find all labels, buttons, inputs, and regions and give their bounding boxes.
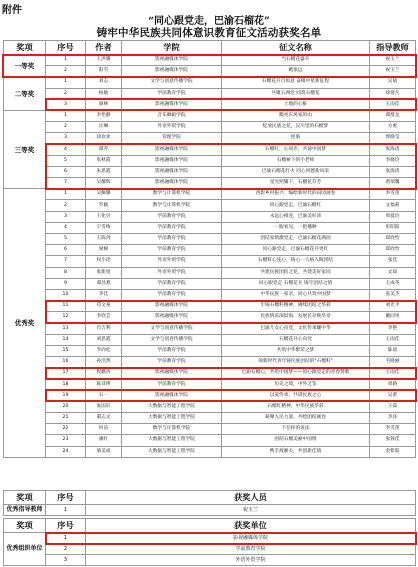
- row-number: 23: [46, 435, 86, 446]
- header-number: 序号: [46, 519, 86, 533]
- author-name: 李怡静: [86, 110, 122, 121]
- header-advisor: 指导教师: [370, 41, 416, 55]
- header-award: 奖项: [4, 519, 46, 533]
- author-name: 颜林: [86, 99, 122, 110]
- author-name: 张秋霞: [86, 155, 122, 166]
- essay-title: 巴渝石榴心，共筑中国梦——同心跟党走的青春赞歌: [222, 368, 370, 379]
- award-row: [4, 110, 416, 121]
- row-number: 24: [46, 446, 86, 457]
- award-row: [4, 155, 416, 166]
- row-number: 14: [46, 334, 86, 345]
- row-number: 1: [46, 77, 86, 88]
- header-winning-unit: 获奖单位: [86, 519, 416, 533]
- essay-title: 逆旅: [222, 133, 370, 144]
- author-name: 程鹏涛: [86, 368, 122, 379]
- advisor-name: 张佳: [370, 256, 416, 267]
- college-name: 学前教育学院: [122, 357, 222, 368]
- award-row: [4, 66, 416, 77]
- advisor-name: 吴斌: [370, 77, 416, 88]
- row-number: 22: [46, 424, 86, 435]
- author-name: 梁棉: [86, 245, 122, 256]
- advisor-award-table: [3, 490, 416, 516]
- winning-unit-name: 外语外贸学院: [86, 555, 416, 566]
- advisor-name: 张海清: [370, 166, 416, 177]
- row-number: 1: [46, 189, 86, 200]
- award-row: [4, 211, 416, 222]
- row-number: 19: [46, 390, 86, 401]
- award-level: 二等奖: [4, 77, 46, 111]
- author-name: 王洪耀: [86, 55, 122, 66]
- award-row: [4, 144, 416, 155]
- author-name: 徐欢欢: [86, 133, 122, 144]
- advisor-name: 王雨佳: [370, 368, 416, 379]
- row-number: 1: [46, 533, 86, 544]
- header-award: 奖项: [4, 491, 46, 505]
- author-name: 潘红: [86, 435, 122, 446]
- header-number: 序号: [46, 41, 86, 55]
- advisor-name: 周爱玲: [370, 211, 416, 222]
- college-name: 文学与创意传播学院: [122, 77, 222, 88]
- award-level: 优秀组织单位: [4, 533, 46, 566]
- advisor-name: 吴蕾: [370, 390, 416, 401]
- row-number: 7: [46, 178, 86, 189]
- author-name: 肖吉利: [86, 323, 122, 334]
- advisor-name: 王雨佳: [370, 99, 416, 110]
- award-row: [4, 189, 416, 200]
- college-name: 数学与计算机学院: [122, 189, 222, 200]
- advisor-name: 文琼: [370, 267, 416, 278]
- advisor-name: 彭阳阳: [370, 222, 416, 233]
- college-name: 音乐舞蹈学院: [122, 110, 222, 121]
- row-number: 16: [46, 357, 86, 368]
- essay-title: 同心跟党走，巴渝石榴红: [222, 200, 370, 211]
- college-name: 影视融媒体学院: [122, 301, 222, 312]
- award-row: [4, 368, 416, 379]
- row-number: 18: [46, 379, 86, 390]
- row-number: 2: [46, 122, 86, 133]
- advisor-name: 王茹: [370, 401, 416, 412]
- award-row: [4, 334, 416, 345]
- advisor-name: 张海清: [370, 144, 416, 155]
- advisor-name: 王雨佳: [370, 334, 416, 345]
- header-college: 学院: [122, 41, 222, 55]
- award-row: [4, 278, 416, 289]
- essay-title: 绽放民族之花，汉川里的石榴梦: [222, 122, 370, 133]
- document-title-line1: “同心跟党走，巴渝石榴花”: [148, 16, 270, 27]
- row-number: 2: [46, 544, 86, 555]
- award-row: [4, 379, 416, 390]
- row-number: 5: [46, 155, 86, 166]
- row-number: 7: [46, 256, 86, 267]
- essay-title: 石榴红精神，中华民族华彩: [222, 401, 370, 412]
- college-name: 大数据与智能工程学院: [122, 401, 222, 412]
- essay-title: 团结石榴美丽中国情: [222, 435, 370, 446]
- essay-title: 历史之境，中外之鉴: [222, 379, 370, 390]
- award-row: [4, 424, 416, 435]
- row-number: 9: [46, 278, 86, 289]
- row-number: 4: [46, 222, 86, 233]
- row-number: 13: [46, 323, 86, 334]
- advisor-name: 郑欣怡: [370, 234, 416, 245]
- row-number: 20: [46, 401, 86, 412]
- essay-title: 共聚五洲党 同筑石榴花: [222, 88, 370, 99]
- author-name: 权小迅: [86, 256, 122, 267]
- author-name: 陈诗瑛: [86, 379, 122, 390]
- advisor-name: 戴同男: [370, 312, 416, 323]
- college-name: 学前教育学院: [122, 245, 222, 256]
- college-name: 学前教育学院: [122, 222, 222, 233]
- row-number: 15: [46, 345, 86, 356]
- essay-title: 共筑中华繁荣之梦: [222, 345, 370, 356]
- organizer-award-table: [3, 518, 416, 566]
- award-row: [4, 256, 416, 267]
- essay-title: 巴渝石榴花红火 同心同德新风采: [222, 166, 370, 177]
- college-name: 外语外贸学院: [122, 256, 222, 267]
- essay-title: 星光照耀下，石榴花芬芳: [222, 178, 370, 189]
- advisor-name: 李雪莲: [370, 424, 416, 435]
- college-name: 影视融媒体学院: [122, 312, 222, 323]
- college-name: 学前教育学院: [122, 211, 222, 222]
- author-name: 董志文: [86, 413, 122, 424]
- advisor-name: 陈晨: [370, 345, 416, 356]
- winning-unit-name: 影视融媒体学院: [86, 533, 416, 544]
- advisor-name: 徐倩凡: [370, 88, 416, 99]
- organizer-row: [4, 555, 416, 566]
- row-number: 2: [46, 88, 86, 99]
- college-name: 大数据与智能工程学院: [122, 435, 222, 446]
- row-number: 17: [46, 368, 86, 379]
- advisor-name: 李晓玲: [370, 155, 416, 166]
- author-name: 刘思霞: [86, 334, 122, 345]
- advisor-name: 张美杰: [370, 289, 416, 300]
- advisor-name: 祝玉兰: [370, 66, 416, 77]
- author-name: 骆美成: [86, 446, 122, 457]
- college-name: 外语外贸学院: [122, 122, 222, 133]
- college-name: 影视融媒体学院: [122, 155, 222, 166]
- award-row: [4, 413, 416, 424]
- college-name: 外语外贸学院: [122, 267, 222, 278]
- college-name: 影视融媒体学院: [122, 99, 222, 110]
- award-level: 优秀指导教师: [4, 505, 46, 516]
- advisor-name: 文福莉: [370, 200, 416, 211]
- award-row: [4, 55, 416, 66]
- author-name: 吴耀辉: [86, 178, 122, 189]
- essay-title: 携手渡湘关，共创新佳绩: [222, 446, 370, 457]
- organizer-row: [4, 544, 416, 555]
- award-level: 优秀奖: [4, 189, 46, 458]
- winning-unit-name: 学前教育学院: [86, 544, 416, 555]
- college-name: 影视融媒体学院: [122, 144, 222, 155]
- award-level: 一等奖: [4, 55, 46, 77]
- award-row: [4, 200, 416, 211]
- header-award: 奖项: [4, 41, 46, 55]
- award-table-header: [4, 41, 416, 55]
- award-row: [4, 390, 416, 401]
- college-name: 影视融媒体学院: [122, 166, 222, 177]
- award-row: [4, 401, 416, 412]
- essay-title: 下任样的说法: [222, 424, 370, 435]
- college-name: 学前教育学院: [122, 88, 222, 99]
- essay-title: 土地的心脏: [222, 99, 370, 110]
- award-list-table: [3, 40, 416, 458]
- author-name: 朱思霞: [86, 166, 122, 177]
- award-row: [4, 133, 416, 144]
- college-name: 大数据与智能工程学院: [122, 413, 222, 424]
- award-row: [4, 77, 416, 88]
- award-row: [4, 122, 416, 133]
- author-name: 罗颖: [86, 200, 122, 211]
- row-number: 1: [46, 110, 86, 121]
- advisor-name: 金紫阳: [370, 446, 416, 457]
- award-row: [4, 234, 416, 245]
- row-number: 3: [46, 99, 86, 110]
- college-name: 学前教育学院: [122, 345, 222, 356]
- author-name: 杨敏: [86, 88, 122, 99]
- row-number: 12: [46, 312, 86, 323]
- award-row: [4, 357, 416, 368]
- author-name: 李欣芸: [86, 312, 122, 323]
- essay-title: 团结家情激党走，巴渝石榴花满园: [222, 234, 370, 245]
- author-name: 王化贝: [86, 211, 122, 222]
- author-name: 苟文豪: [86, 301, 122, 312]
- author-name: 吴佩璐: [86, 189, 122, 200]
- advisor-name: 李雪莲: [370, 189, 416, 200]
- advisor-name: 刘光平: [370, 301, 416, 312]
- advisor-name: 李艳: [370, 323, 416, 334]
- header-author: 作者: [86, 41, 122, 55]
- advisor-name: 方惠: [370, 122, 416, 133]
- essay-title: 民族情谊深似海，发展长存映华章: [222, 312, 370, 323]
- college-name: 大数据与智能工程学院: [122, 446, 222, 457]
- college-name: 影视融媒体学院: [122, 55, 222, 66]
- author-name: 汪琳: [86, 122, 122, 133]
- award-level: 三等奖: [4, 110, 46, 188]
- advisor-name: 李泽: [370, 413, 416, 424]
- award-row: [4, 345, 416, 356]
- organizer-table-header: [4, 519, 416, 533]
- college-name: 学前教育学院: [122, 234, 222, 245]
- essay-title: 石榴树下的小老师: [222, 155, 370, 166]
- essay-title: 石榴籽心连心，铸心一人格入陶团结: [222, 256, 370, 267]
- author-name: 刘志: [86, 77, 122, 88]
- essay-title: 石榴红，心同赤，共铸中国梦: [222, 144, 370, 155]
- author-name: 谭乔: [86, 144, 122, 155]
- organizer-row: [4, 533, 416, 544]
- essay-title: 永远心相连，巴渝美好沛: [222, 211, 370, 222]
- college-name: 影视融媒体学院: [122, 390, 222, 401]
- author-name: 张新旭: [86, 267, 122, 278]
- row-number: 3: [46, 133, 86, 144]
- college-name: 数学与计算机学院: [122, 424, 222, 435]
- essay-title: 中华民族一家亲，同心共筑中国梦: [222, 289, 370, 300]
- college-name: 学前教育学院: [122, 289, 222, 300]
- author-name: 阳雪: [86, 66, 122, 77]
- author-name: 何洁: [86, 424, 122, 435]
- row-number: 2: [46, 66, 86, 77]
- header-essay-title: 征文名称: [222, 41, 370, 55]
- row-number: 4: [46, 144, 86, 155]
- award-row: [4, 245, 416, 256]
- row-number: 3: [46, 211, 86, 222]
- author-name: 石一: [86, 390, 122, 401]
- row-number: 21: [46, 413, 86, 424]
- award-row: [4, 289, 416, 300]
- essay-title: 领新时代青年铸民族团结的"石榴籽": [222, 357, 370, 368]
- college-name: 数学与计算机学院: [122, 200, 222, 211]
- essay-title: 以爱传承，共谱民族之心: [222, 390, 370, 401]
- college-name: 影视融媒体学院: [122, 178, 222, 189]
- row-number: 5: [46, 234, 86, 245]
- essay-title: 搬亮东风家的山: [222, 110, 370, 121]
- advisor-name: 谭群龙: [370, 110, 416, 121]
- advisor-name: 郑欣怡: [370, 245, 416, 256]
- award-row: [4, 222, 416, 233]
- advisor-name: 张蓉佳: [370, 435, 416, 446]
- college-name: 管理学院: [122, 133, 222, 144]
- college-name: 影视融媒体学院: [122, 368, 222, 379]
- essay-title: 牢铸石榴籽精神，赓续团结之华彩: [222, 301, 370, 312]
- advisor-table-header: [4, 491, 416, 505]
- essay-title: 巴渝儿女心向党，文化传承耀中华: [222, 323, 370, 334]
- author-name: 孙浩然: [86, 357, 122, 368]
- essay-title: 西影乡村振兴：编绘新时代的田园画卷: [222, 189, 370, 200]
- college-name: 学前教育学院: [122, 379, 222, 390]
- header-number: 序号: [46, 491, 86, 505]
- college-name: 文学与创意传播学院: [122, 334, 222, 345]
- author-name: 王陈剑: [86, 234, 122, 245]
- essay-title: 石榴花开心向党: [222, 334, 370, 345]
- essay-title: 共建民族团结之花，共建美好家园: [222, 267, 370, 278]
- essay-title: 当石榴花盛开: [222, 55, 370, 66]
- advisor-row: [4, 505, 416, 516]
- row-number: 1: [46, 505, 86, 516]
- award-row: [4, 323, 416, 334]
- row-number: 11: [46, 301, 86, 312]
- advisor-name: 黄瑞馨: [370, 178, 416, 189]
- award-row: [4, 301, 416, 312]
- essay-title: 她很远: [222, 66, 370, 77]
- award-row: [4, 166, 416, 177]
- author-name: 张雨轩: [86, 401, 122, 412]
- attachment-label: 附件: [2, 5, 22, 16]
- award-row: [4, 435, 416, 446]
- author-name: 李佳: [86, 289, 122, 300]
- essay-title: 石榴花开百如意 奋楫中星新征程: [222, 77, 370, 88]
- advisor-name: 毛晓丽: [370, 357, 416, 368]
- advisor-name: 周路: [370, 379, 416, 390]
- row-number: 8: [46, 267, 86, 278]
- award-row: [4, 312, 416, 323]
- row-number: 3: [46, 555, 86, 566]
- essay-title: 凝聚人民力量，共绘团结画卷: [222, 413, 370, 424]
- row-number: 2: [46, 200, 86, 211]
- header-winner: 获奖人员: [86, 491, 416, 505]
- award-row: [4, 446, 416, 457]
- essay-title: 同心跟党走 石榴花开 铸牢团结之情: [222, 278, 370, 289]
- advisor-name: 郭晓莹: [370, 133, 416, 144]
- essay-title: 同心跟党走，巴渝石榴花开更红: [222, 245, 370, 256]
- row-number: 1: [46, 55, 86, 66]
- essay-title: 一眼看见，一把播种: [222, 222, 370, 233]
- college-name: 影视融媒体学院: [122, 66, 222, 77]
- advisor-name: 王成英: [370, 278, 416, 289]
- award-row: [4, 267, 416, 278]
- row-number: 6: [46, 166, 86, 177]
- college-name: 学前教育学院: [122, 278, 222, 289]
- college-name: 文学与创意传播学院: [122, 323, 222, 334]
- author-name: 谭昌燕: [86, 278, 122, 289]
- award-row: [4, 99, 416, 110]
- advisor-name: 祝玉兰: [370, 55, 416, 66]
- author-name: 宁雪梅: [86, 222, 122, 233]
- document-title-line2: 铸牢中华民族共同体意识教育征文活动获奖名单: [96, 27, 322, 39]
- award-row: [4, 88, 416, 99]
- row-number: 10: [46, 289, 86, 300]
- award-row: [4, 178, 416, 189]
- row-number: 6: [46, 245, 86, 256]
- winner-name: 祝玉兰: [86, 505, 416, 516]
- author-name: 罗尚松: [86, 345, 122, 356]
